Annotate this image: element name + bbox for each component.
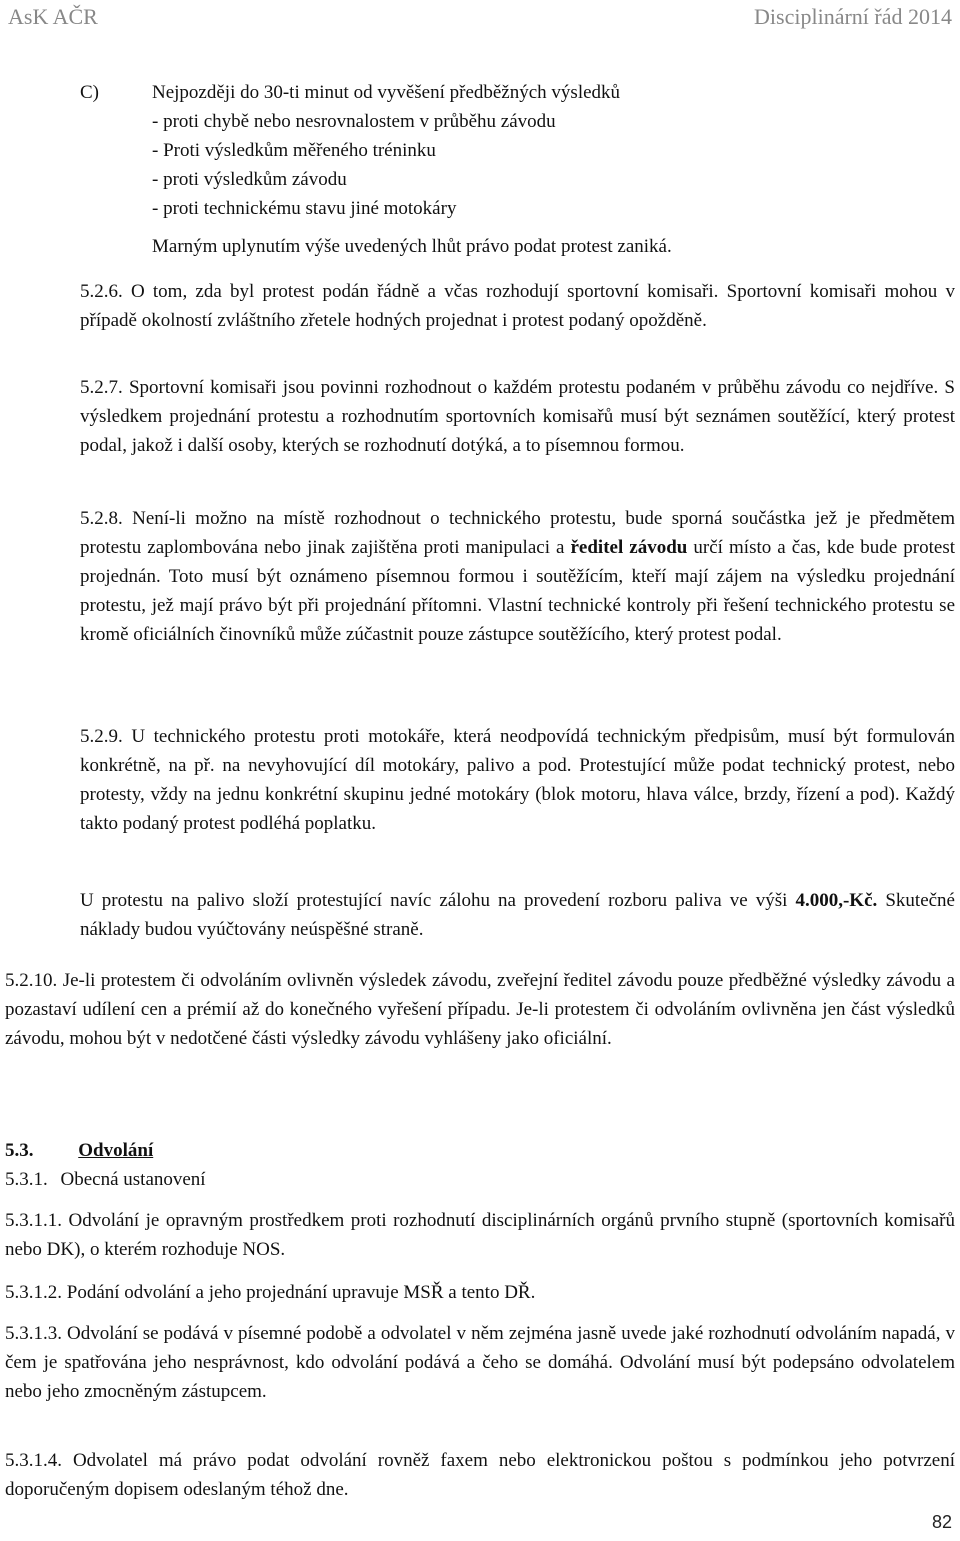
paragraph-5-2-10 (5, 966, 955, 1053)
section-c-line1: Nejpozději do 30-ti minut od vyvěšení předběžných výsledků (152, 82, 621, 103)
paragraph-number: 5.2.8. (80, 508, 123, 529)
paragraph-text: U protestu na palivo složí protestující navíc zálohu na provedení rozboru paliva ve výši (80, 890, 796, 911)
paragraph-number: 5.2.9. (80, 726, 123, 747)
paragraph-text: Je-li protestem či odvoláním ovlivněn výsledek závodu, zveřejní ředitel závodu pouze předběžné výsledky závodu a pozastaví udílení cen a prémií až do konečného vyřešení případu. Je-li protestem či odvoláním ovlivněna jen část výsledků závodu, mohou být v nedotčené části výsledky závodu vyhlášeny jako oficiální. (5, 970, 955, 1049)
paragraph-5-3-1-3 (5, 1319, 955, 1406)
page-number: 82 (931, 1512, 952, 1532)
paragraph-text: Sportovní komisaři jsou povinni rozhodnout o každém protestu podaném v průběhu závodu co nejdříve. S výsledkem projednání protestu a rozhodnutím sportovních komisařů musí být seznámen soutěžící, který protest podal, jakož i další osoby, kterých se rozhodnutí dotýká, a to písemnou formou. (80, 377, 955, 456)
list-item: - proti chybě nebo nesrovnalostem v průběhu závodu (152, 111, 556, 132)
paragraph-text: O tom, zda byl protest podán řádně a včas rozhodují sportovní komisaři. Sportovní komisaři mohou v případě okolností zvláštního zřetele hodných projednat i protest podaný opožděně. (80, 281, 955, 331)
heading-number: 5.3. (5, 1140, 34, 1161)
paragraph-number: 5.3.1.3. (5, 1323, 62, 1344)
paragraph-5-3-1-2 (5, 1278, 955, 1307)
paragraph-text: Odvolatel má právo podat odvolání rovněž faxem nebo elektronickou poštou s podmínkou jeho potvrzení doporučeným dopisem odeslaným téhož dne. (5, 1450, 956, 1500)
section-heading-5-3-1 (5, 1165, 206, 1194)
paragraph-text: určí místo a čas, kde bude protest projednán. Toto musí být oznámeno písemnou formou i soutěžícím, kteří mají zájem na výsledku projednání protestu, jež mají právo být při projednání přítomni. Vlastní technické kontroly při řešení technického protestu se kromě oficiálních činovníků může zúčastnit pouze zástupce soutěžícího, který protest podal. (80, 537, 955, 645)
paragraph-5-2-7 (80, 373, 955, 460)
paragraph-5-3-1-1 (5, 1206, 955, 1264)
paragraph-bold: ředitel závodu (570, 537, 688, 558)
list-item: - proti technickému stavu jiné motokáry (152, 198, 457, 219)
paragraph-text: Odvolání se podává v písemné podobě a odvolatel v něm zejména jasně uvede jaké rozhodnutí odvoláním napadá, v čem je spatřována jeho nesprávnost, kdo odvolání podává a čeho se domáhá. Odvolání musí být podepsáno odvolatelem nebo jeho zmocněným zástupcem. (5, 1323, 955, 1402)
paragraph-5-2-9-fuel (80, 886, 955, 944)
section-c-closing: Marným uplynutím výše uvedených lhůt právo podat protest zaniká. (152, 236, 672, 257)
heading-number: 5.3.1. (5, 1169, 48, 1190)
paragraph-text: Skutečné náklady budou vyúčtovány neúspěšné straně. (80, 890, 955, 940)
heading-title: Obecná ustanovení (60, 1169, 206, 1190)
paragraph-number: 5.2.10. (5, 970, 58, 991)
paragraph-text: Není-li možno na místě rozhodnout o technického protestu, bude sporná součástka jež je předmětem protestu zaplombována nebo jinak zajištěna proti manipulaci a (80, 508, 956, 558)
list-item: - proti výsledkům závodu (152, 169, 347, 190)
section-c-label: C) (80, 82, 99, 103)
paragraph-5-2-9 (80, 722, 955, 838)
paragraph-number: 5.3.1.1. (5, 1210, 62, 1231)
paragraph-text: U technického protestu proti motokáře, která neodpovídá technickým předpisům, musí být formulován konkrétně, na př. na nevyhovující díl motokáry, palivo a pod. Protestující může podat technický protest, nebo protesty, vždy na jednu konkrétní skupinu jedné motokáry (blok motoru, hlava válce, brzdy, řízení a pod). Každý takto podaný protest podléhá poplatku. (80, 726, 956, 834)
paragraph-bold: 4.000,-Kč. (795, 890, 878, 911)
paragraph-text: Odvolání je opravným prostředkem proti rozhodnutí disciplinárních orgánů prvního stupně (sportovních komisařů nebo DK), o kterém rozhoduje NOS. (5, 1210, 955, 1260)
paragraph-number: 5.2.7. (80, 377, 123, 398)
section-heading-5-3 (5, 1136, 153, 1165)
header-right: Disciplinární řád 2014 (754, 4, 952, 29)
list-item: - Proti výsledkům měřeného tréninku (152, 140, 436, 161)
paragraph-number: 5.3.1.4. (5, 1450, 62, 1471)
paragraph-5-3-1-4 (5, 1446, 955, 1504)
paragraph-number: 5.2.6. (80, 281, 123, 302)
heading-title: Odvolání (78, 1140, 154, 1161)
paragraph-5-2-6 (80, 277, 955, 335)
paragraph-number: 5.3.1.2. (5, 1282, 62, 1303)
paragraph-5-2-8 (80, 504, 955, 649)
paragraph-text: Podání odvolání a jeho projednání upravuje MSŘ a tento DŘ. (66, 1282, 536, 1303)
header-left: AsK AČR (8, 4, 98, 29)
